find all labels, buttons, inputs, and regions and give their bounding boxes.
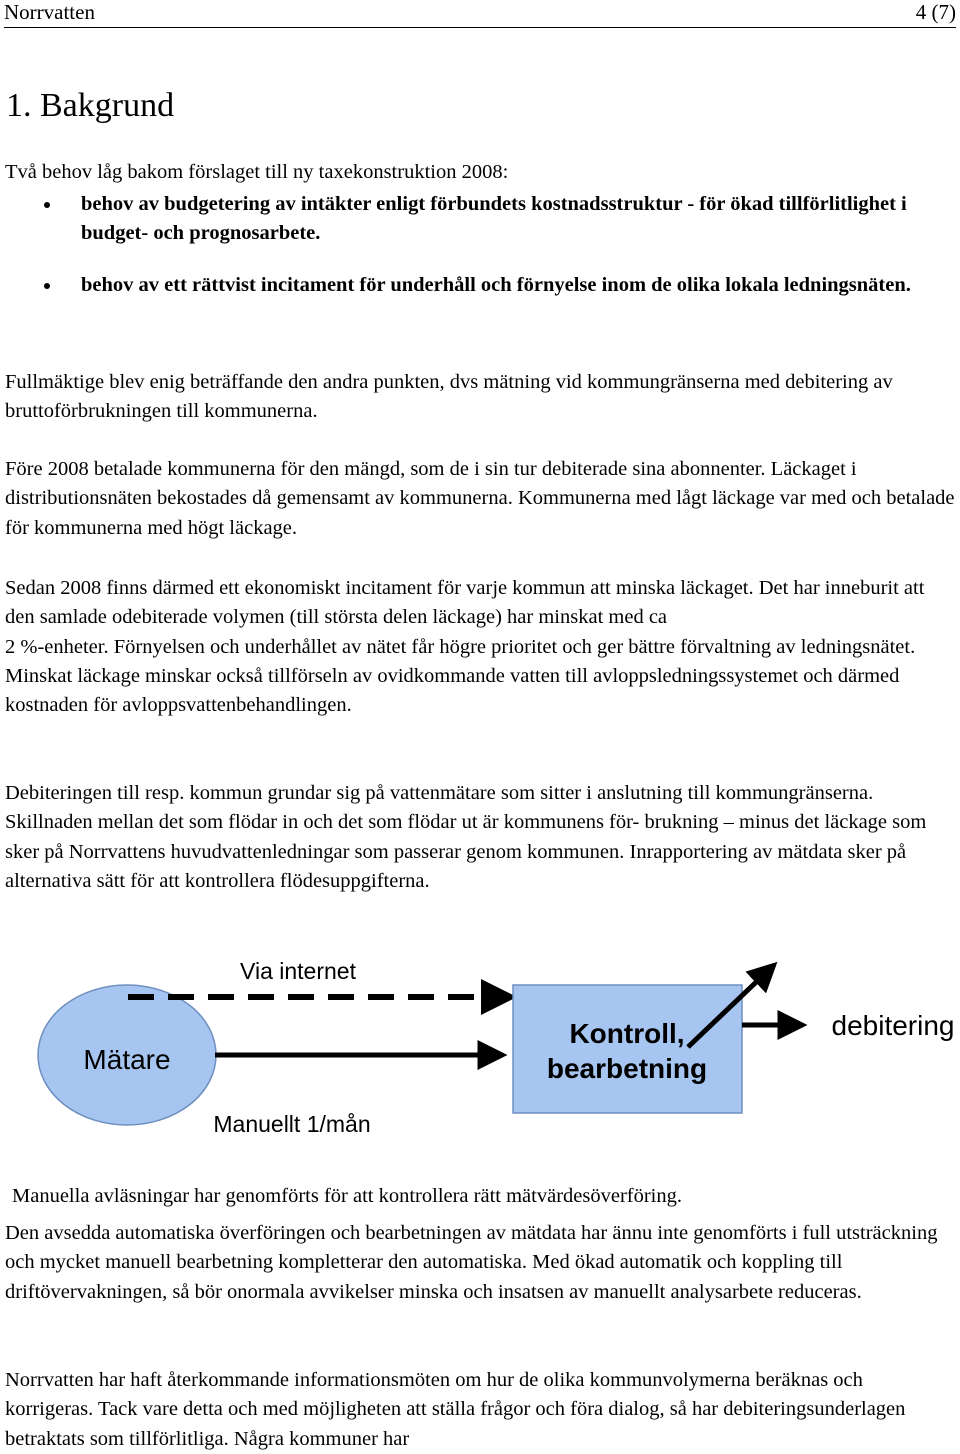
body-paragraph: Norrvatten har haft återkommande informationsmöten om hur de olika kommunvolymerna beräknas och korrigeras. Tack vare detta och med möjligheten att ställa frågor och föra dialog, så har debiteringsunderlagen betraktats som tillförlitliga. Några kommuner har <box>5 1369 906 1450</box>
output-label: debitering <box>831 1010 955 1041</box>
header-page-number: 4 (7) <box>915 0 956 24</box>
bullet-dot-icon <box>44 283 50 289</box>
body-paragraph: Sedan 2008 finns därmed ett ekonomiskt incitament för varje kommun att minska läckaget. Det har inneburit att den samlade odebiterade volymen (till största delen läckage) har minskat med ca 2 %-enheter. Förnyelsen och underhållet av nätet får högre prioritet och ger bättre förvaltning av ledningsnätet. Minskat läckage minskar också tillförseln av ovidkommande vatten till avloppsledningssystemet och därmed kostnaden för avloppsvattenbehandlingen. <box>5 577 925 717</box>
bullet-item <box>0 190 951 249</box>
bullet-dot-icon <box>44 202 50 208</box>
bullet-text: behov av budgetering av intäkter enligt förbundets kostnadsstruktur - för ökad tillförlitlighet i budget- och prognosarbete. <box>81 193 907 245</box>
body-paragraph: Fullmäktige blev enig beträffande den andra punkten, dvs mätning vid kommungränserna med debitering av bruttoförbrukningen till kommunerna. <box>5 371 893 423</box>
header-organization: Norrvatten <box>4 0 95 24</box>
control-label-line2: bearbetning <box>546 1053 708 1084</box>
bullet-item <box>0 271 951 300</box>
body-paragraph: Före 2008 betalade kommunerna för den mängd, som de i sin tur debiterade sina abonnenter. Läckaget i distributionsnäten bekostades då gemensamt av kommunerna. Kommunerna med lågt läckage var med och betalade för kommunerna med högt läckage. <box>5 458 955 539</box>
section-heading: 1. Bakgrund <box>6 87 175 124</box>
meter-label: Mätare <box>83 1044 171 1075</box>
manual-label: Manuellt 1/mån <box>213 1111 371 1137</box>
body-paragraph: Debiteringen till resp. kommun grundar sig på vattenmätare som sitter i anslutning till kommungränserna. Skillnaden mellan det som flödar in och det som flödar ut är kommunens för- brukning – minus det läckage som sker på Norrvattens huvudvattenledningar som passerar genom kommunen. Inrapportering av mätdata sker på alternativa sätt för att kontrollera flödesuppgifterna. <box>5 782 927 892</box>
bullet-text: behov av ett rättvist incitament för underhåll och förnyelse inom de olika lokala ledningsnäten. <box>81 273 911 296</box>
diagram-caption: Manuella avläsningar har genomförts för att kontrollera rätt mätvärdesöverföring. <box>12 1184 682 1207</box>
control-node <box>513 985 742 1113</box>
body-paragraph: Den avsedda automatiska överföringen och bearbetningen av mätdata har ännu inte genomförts i full utsträckning och mycket manuell bearbetning kompletterar den automatiska. Med ökad automatik och koppling till driftövervakningen, så bör onormala avvikelser minska och insatsen av manuellt analysarbete reduceras. <box>5 1222 938 1303</box>
needs-bullet-list <box>0 190 960 300</box>
data-flow-diagram <box>0 945 960 1145</box>
data-flow-diagram-svg <box>0 945 960 1145</box>
internet-label: Via internet <box>240 958 356 984</box>
control-label-line1: Kontroll, <box>569 1018 685 1049</box>
intro-paragraph: Två behov låg bakom förslaget till ny taxekonstruktion 2008: <box>5 161 509 183</box>
page-header <box>4 0 956 28</box>
